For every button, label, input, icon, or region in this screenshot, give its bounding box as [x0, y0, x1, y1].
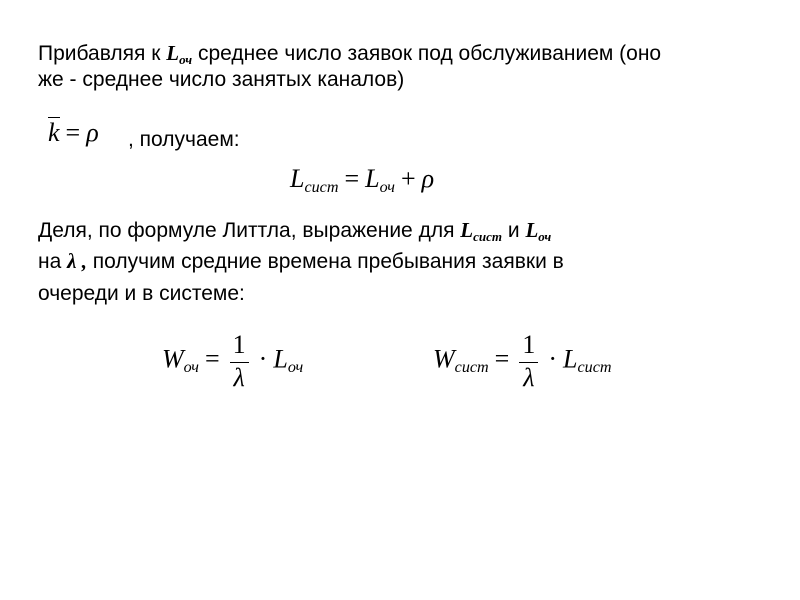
formula-W-och: Wоч = $\frac{1}{\lambda}$ · Lоч: [162, 330, 304, 392]
paragraph-2-line-3: очереди и в системе:: [38, 282, 245, 305]
p2-var-L-sist: Lсист: [460, 218, 503, 244]
paragraph-1-line-1: [38, 40, 661, 69]
p1-text-b: среднее число заявок под обслуживанием (оно: [192, 42, 662, 65]
p2-var-L-och: Lоч: [525, 218, 552, 244]
p1-var-L: Lоч: [166, 41, 193, 67]
k-bar: k: [48, 118, 60, 147]
p2-lambda: λ ,: [67, 249, 87, 273]
p1-text-a: Прибавляя к: [38, 42, 167, 65]
formula-W-sist: Wсист = $\frac{1}{\lambda}$ · Lсист: [433, 330, 612, 392]
fraction-1-over-lambda-2: $\frac{1}{\lambda}$: [519, 330, 538, 393]
paragraph-2-line-2: на λ , получим средние времена пребывания заявки в: [38, 249, 564, 273]
fraction-1-over-lambda: $\frac{1}{\lambda}$: [230, 330, 249, 393]
paragraph-2-line-1: Деля, по формуле Литтла, выражение для Lсист и Lоч: [38, 218, 552, 244]
formula-L-sist: Lсист = Lоч + ρ: [290, 164, 435, 196]
formula-k-equals-rho: k = ρ: [48, 118, 99, 147]
text-poluchaem: , получаем:: [128, 128, 240, 151]
paragraph-1-line-2: же - среднее число занятых каналов): [38, 68, 405, 91]
